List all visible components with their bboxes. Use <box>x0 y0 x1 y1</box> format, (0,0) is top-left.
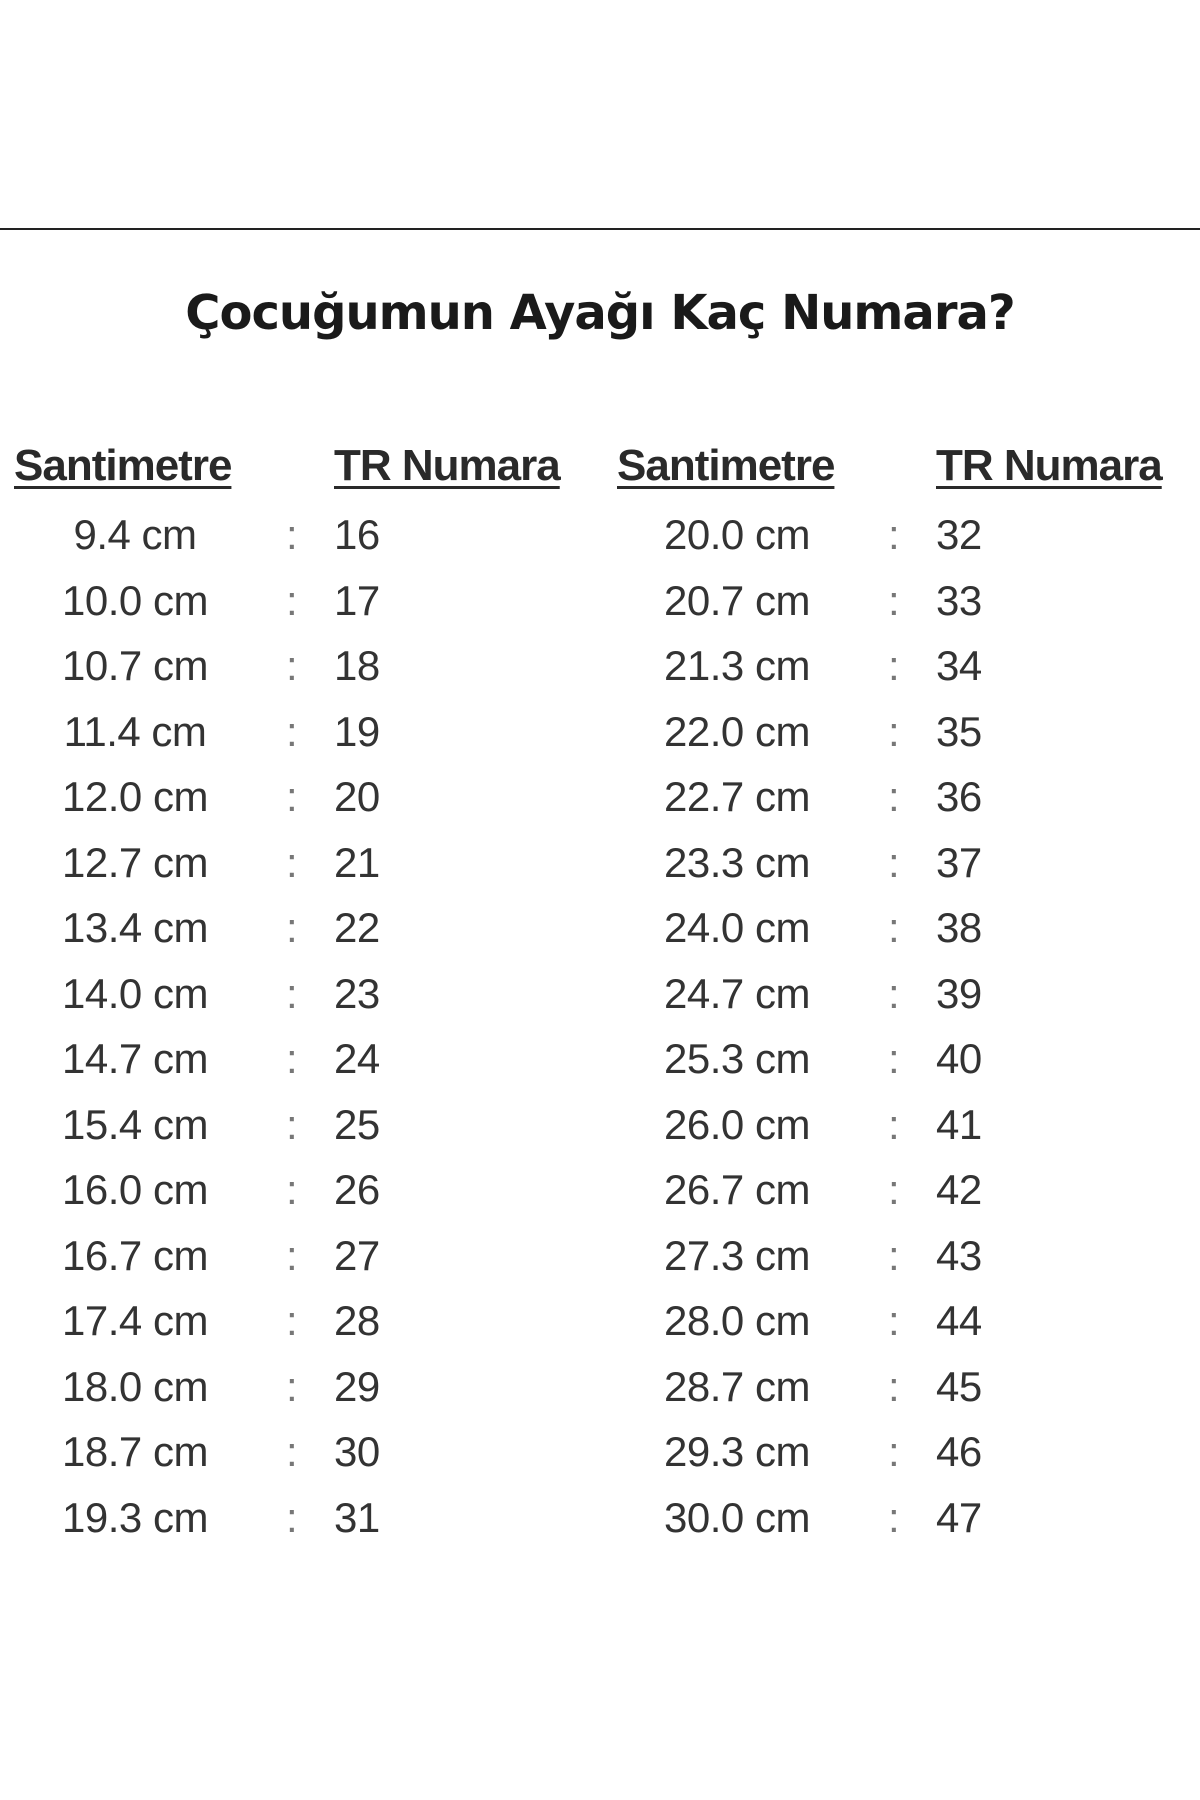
separator-left: : <box>286 1428 298 1475</box>
separator-left: : <box>286 1166 298 1213</box>
tr-left-cell: 20 <box>334 773 380 820</box>
table-row <box>0 702 1200 762</box>
separator-left: : <box>286 1493 298 1541</box>
table-row <box>0 571 1200 631</box>
table-row <box>0 1488 1200 1548</box>
table-row <box>0 636 1200 696</box>
separator-left: : <box>286 1035 298 1082</box>
tr-right-cell: 41 <box>936 1100 982 1148</box>
tr-right-cell: 46 <box>936 1428 982 1475</box>
cm-right-cell: 21.3 cm <box>664 642 810 689</box>
tr-left-cell: 23 <box>334 969 380 1017</box>
separator-right: : <box>888 642 900 689</box>
separator-left: : <box>286 707 298 755</box>
cm-right-cell: 28.7 cm <box>664 1362 810 1410</box>
tr-right-cell: 36 <box>936 773 982 820</box>
cm-right-cell: 30.0 cm <box>664 1493 810 1541</box>
cm-right-cell: 22.0 cm <box>664 707 810 755</box>
cm-right-cell: 24.0 cm <box>664 904 810 951</box>
cm-right-cell: 26.0 cm <box>664 1100 810 1148</box>
page-title: Çocuğumun Ayağı Kaç Numara? <box>185 285 1015 341</box>
separator-left: : <box>286 642 298 689</box>
table-row <box>0 964 1200 1024</box>
cm-left-cell: 12.7 cm <box>62 838 208 886</box>
tr-left-cell: 24 <box>334 1035 380 1082</box>
table-row <box>0 1095 1200 1155</box>
table-row <box>0 1357 1200 1417</box>
tr-left-cell: 31 <box>334 1493 380 1541</box>
cm-left-cell: 12.0 cm <box>62 773 208 820</box>
separator-left: : <box>286 1297 298 1344</box>
table-row <box>0 1029 1200 1089</box>
tr-left-cell: 17 <box>334 576 380 624</box>
tr-right-cell: 44 <box>936 1297 982 1344</box>
separator-right: : <box>888 1035 900 1082</box>
cm-left-cell: 15.4 cm <box>62 1100 208 1148</box>
table-row <box>0 898 1200 958</box>
tr-left-cell: 27 <box>334 1231 380 1279</box>
cm-right-cell: 22.7 cm <box>664 773 810 820</box>
cm-right-cell: 23.3 cm <box>664 838 810 886</box>
separator-right: : <box>888 773 900 820</box>
cm-left-cell: 14.0 cm <box>62 969 208 1017</box>
separator-left: : <box>286 1362 298 1410</box>
tr-left-cell: 30 <box>334 1428 380 1475</box>
tr-left-cell: 25 <box>334 1100 380 1148</box>
tr-right-cell: 35 <box>936 707 982 755</box>
separator-right: : <box>888 1100 900 1148</box>
separator-left: : <box>286 773 298 820</box>
separator-right: : <box>888 1166 900 1213</box>
header-santimetre-left: Santimetre <box>14 441 232 490</box>
table-row <box>0 1160 1200 1220</box>
tr-left-cell: 26 <box>334 1166 380 1213</box>
cm-left-cell: 18.0 cm <box>62 1362 208 1410</box>
cm-right-cell: 29.3 cm <box>664 1428 810 1475</box>
header-tr-numara-left: TR Numara <box>334 441 560 490</box>
separator-right: : <box>888 576 900 624</box>
separator-left: : <box>286 1231 298 1279</box>
table-row <box>0 767 1200 827</box>
tr-left-cell: 16 <box>334 511 380 558</box>
tr-right-cell: 38 <box>936 904 982 951</box>
cm-left-cell: 18.7 cm <box>62 1428 208 1475</box>
tr-left-cell: 19 <box>334 707 380 755</box>
cm-left-cell: 19.3 cm <box>62 1493 208 1541</box>
table-row <box>0 1422 1200 1482</box>
cm-left-cell: 14.7 cm <box>62 1035 208 1082</box>
cm-left-cell: 10.0 cm <box>62 576 208 624</box>
cm-right-cell: 20.0 cm <box>664 511 810 558</box>
tr-right-cell: 45 <box>936 1362 982 1410</box>
cm-left-cell: 17.4 cm <box>62 1297 208 1344</box>
cm-right-cell: 25.3 cm <box>664 1035 810 1082</box>
cm-left-cell: 16.0 cm <box>62 1166 208 1213</box>
separator-left: : <box>286 1100 298 1148</box>
separator-right: : <box>888 1493 900 1541</box>
cm-left-cell: 16.7 cm <box>62 1231 208 1279</box>
separator-right: : <box>888 1362 900 1410</box>
table-row <box>0 1291 1200 1351</box>
tr-right-cell: 40 <box>936 1035 982 1082</box>
table-row <box>0 505 1200 565</box>
table-row <box>0 1226 1200 1286</box>
cm-right-cell: 24.7 cm <box>664 969 810 1017</box>
cm-right-cell: 28.0 cm <box>664 1297 810 1344</box>
separator-right: : <box>888 1428 900 1475</box>
cm-left-cell: 10.7 cm <box>62 642 208 689</box>
cm-right-cell: 20.7 cm <box>664 576 810 624</box>
cm-left-cell: 9.4 cm <box>73 511 197 558</box>
tr-right-cell: 43 <box>936 1231 982 1279</box>
table-row <box>0 833 1200 893</box>
separator-left: : <box>286 511 298 558</box>
cm-left-cell: 13.4 cm <box>62 904 208 951</box>
separator-left: : <box>286 904 298 951</box>
tr-left-cell: 29 <box>334 1362 380 1410</box>
tr-right-cell: 42 <box>936 1166 982 1213</box>
header-santimetre-right: Santimetre <box>617 441 835 490</box>
tr-left-cell: 22 <box>334 904 380 951</box>
separator-right: : <box>888 969 900 1017</box>
separator-right: : <box>888 511 900 558</box>
separator-right: : <box>888 707 900 755</box>
tr-right-cell: 37 <box>936 838 982 886</box>
tr-left-cell: 28 <box>334 1297 380 1344</box>
cm-right-cell: 26.7 cm <box>664 1166 810 1213</box>
tr-right-cell: 34 <box>936 642 982 689</box>
separator-right: : <box>888 1231 900 1279</box>
separator-left: : <box>286 969 298 1017</box>
tr-right-cell: 32 <box>936 511 982 558</box>
separator-right: : <box>888 904 900 951</box>
tr-right-cell: 33 <box>936 576 982 624</box>
separator-left: : <box>286 838 298 886</box>
separator-right: : <box>888 838 900 886</box>
cm-left-cell: 11.4 cm <box>63 707 207 755</box>
header-tr-numara-right: TR Numara <box>936 441 1162 490</box>
tr-left-cell: 21 <box>334 838 380 886</box>
cm-right-cell: 27.3 cm <box>664 1231 810 1279</box>
separator-right: : <box>888 1297 900 1344</box>
tr-left-cell: 18 <box>334 642 380 689</box>
tr-right-cell: 47 <box>936 1493 982 1541</box>
tr-right-cell: 39 <box>936 969 982 1017</box>
separator-left: : <box>286 576 298 624</box>
